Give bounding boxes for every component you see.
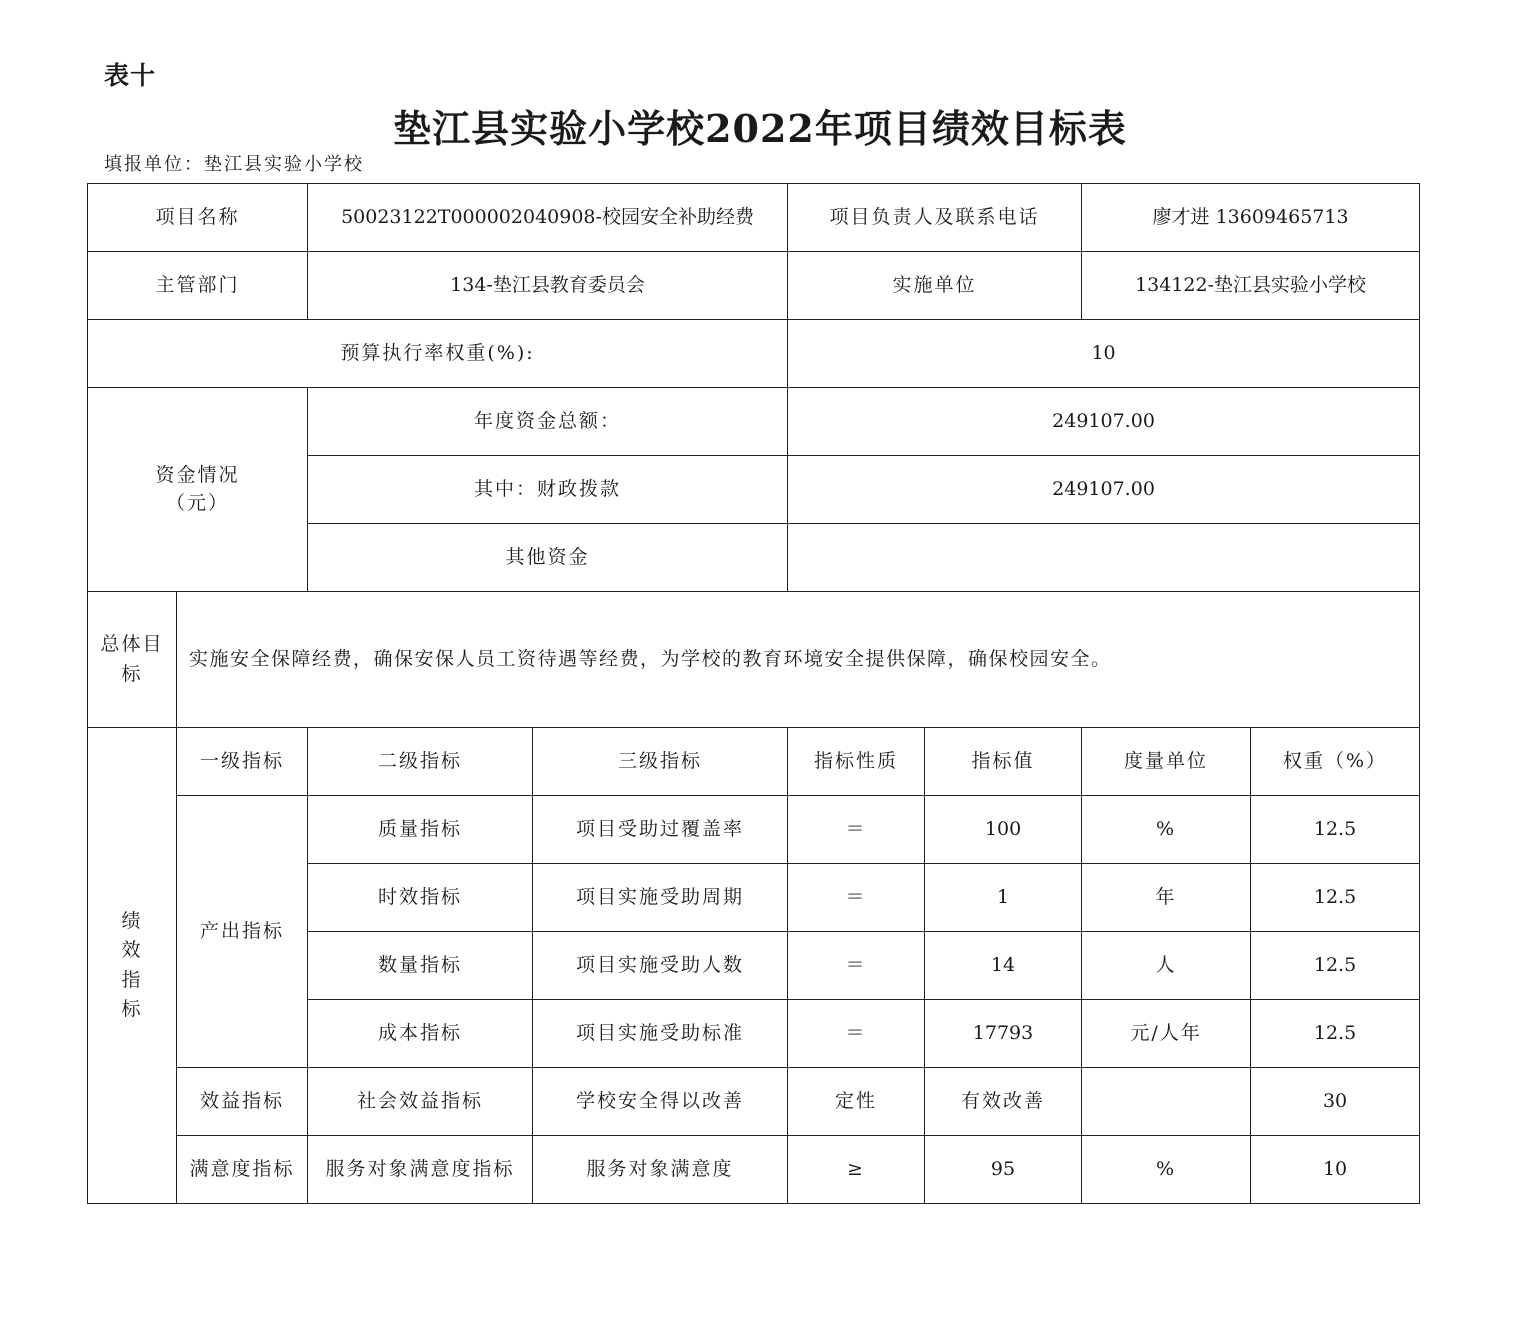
unit-cell: 人	[1082, 932, 1251, 1000]
table-row	[88, 1136, 1420, 1204]
unit-cell: 元/人年	[1082, 1000, 1251, 1068]
value-cell: 95	[925, 1136, 1082, 1204]
level3-cell: 学校安全得以改善	[533, 1068, 788, 1136]
unit-cell: %	[1082, 1136, 1251, 1204]
section-char: 标	[121, 997, 143, 1020]
funds-label-text: 资金情况	[155, 463, 240, 486]
funds-other-label: 其他资金	[308, 524, 788, 592]
goal-label-line: 总体目	[100, 633, 164, 656]
level2-cell: 成本指标	[308, 1000, 533, 1068]
value-cell: 17793	[925, 1000, 1082, 1068]
level2-cell: 数量指标	[308, 932, 533, 1000]
funds-fiscal-value: 249107.00	[788, 456, 1420, 524]
value-cell: 14	[925, 932, 1082, 1000]
weight-cell: 10	[1251, 1136, 1420, 1204]
value-cell: 100	[925, 796, 1082, 864]
nature-cell: ＝	[788, 796, 925, 864]
nature-cell: ＝	[788, 1000, 925, 1068]
funds-total-value: 249107.00	[788, 388, 1420, 456]
value-cell: 有效改善	[925, 1068, 1082, 1136]
header-level3: 三级指标	[533, 728, 788, 796]
header-unit: 度量单位	[1082, 728, 1251, 796]
unit-cell: %	[1082, 796, 1251, 864]
nature-cell: 定性	[788, 1068, 925, 1136]
impl-label: 实施单位	[788, 252, 1082, 320]
table-row	[88, 320, 1420, 388]
goal-label-line: 标	[121, 662, 143, 685]
contact-value: 廖才进 13609465713	[1082, 184, 1420, 252]
level2-cell: 时效指标	[308, 864, 533, 932]
project-name-label: 项目名称	[88, 184, 308, 252]
weight-cell: 12.5	[1251, 932, 1420, 1000]
table-row	[88, 1068, 1420, 1136]
benefit-label: 效益指标	[177, 1068, 308, 1136]
weight-cell: 12.5	[1251, 1000, 1420, 1068]
level3-cell: 项目实施受助周期	[533, 864, 788, 932]
header-nature: 指标性质	[788, 728, 925, 796]
table-row	[88, 592, 1420, 728]
funds-label	[88, 388, 308, 592]
table-row	[88, 796, 1420, 864]
unit-cell: 年	[1082, 864, 1251, 932]
table-number: 表十	[104, 61, 157, 90]
weight-cell: 12.5	[1251, 864, 1420, 932]
funds-unit: （元）	[166, 491, 230, 514]
output-label: 产出指标	[177, 796, 308, 1068]
funds-other-value	[788, 524, 1420, 592]
header-weight: 权重（%）	[1251, 728, 1420, 796]
value-cell: 1	[925, 864, 1082, 932]
weight-cell: 12.5	[1251, 796, 1420, 864]
level3-cell: 服务对象满意度	[533, 1136, 788, 1204]
table-row	[88, 388, 1420, 456]
page-title: 垫江县实验小学校2022年项目绩效目标表	[393, 106, 1127, 151]
funds-fiscal-label: 其中：财政拨款	[308, 456, 788, 524]
level3-cell: 项目实施受助标准	[533, 1000, 788, 1068]
nature-cell: ≥	[788, 1136, 925, 1204]
header-level1: 一级指标	[177, 728, 308, 796]
performance-target-table	[87, 183, 1420, 1204]
section-char: 效	[121, 939, 143, 962]
section-char: 指	[121, 968, 143, 991]
level3-cell: 项目实施受助人数	[533, 932, 788, 1000]
nature-cell: ＝	[788, 864, 925, 932]
goal-text: 实施安全保障经费，确保安保人员工资待遇等经费，为学校的教育环境安全提供保障，确保校园安全。	[177, 592, 1420, 728]
nature-cell: ＝	[788, 932, 925, 1000]
indicators-section-label	[88, 728, 177, 1204]
header-level2: 二级指标	[308, 728, 533, 796]
goal-label	[88, 592, 177, 728]
fill-unit: 填报单位：垫江县实验小学校	[104, 154, 364, 175]
level3-cell: 项目受助过覆盖率	[533, 796, 788, 864]
level2-cell: 质量指标	[308, 796, 533, 864]
contact-label: 项目负责人及联系电话	[788, 184, 1082, 252]
funds-total-label: 年度资金总额：	[308, 388, 788, 456]
section-char: 绩	[121, 909, 143, 932]
header-value: 指标值	[925, 728, 1082, 796]
level2-cell: 社会效益指标	[308, 1068, 533, 1136]
table-row	[88, 728, 1420, 796]
dept-label: 主管部门	[88, 252, 308, 320]
table-row	[88, 252, 1420, 320]
satisfaction-label: 满意度指标	[177, 1136, 308, 1204]
budget-weight-label: 预算执行率权重(%):	[88, 320, 788, 388]
budget-weight-value: 10	[788, 320, 1420, 388]
table-row	[88, 184, 1420, 252]
unit-cell	[1082, 1068, 1251, 1136]
weight-cell: 30	[1251, 1068, 1420, 1136]
project-name-value: 50023122T000002040908-校园安全补助经费	[308, 184, 788, 252]
impl-value: 134122-垫江县实验小学校	[1082, 252, 1420, 320]
dept-value: 134-垫江县教育委员会	[308, 252, 788, 320]
level2-cell: 服务对象满意度指标	[308, 1136, 533, 1204]
